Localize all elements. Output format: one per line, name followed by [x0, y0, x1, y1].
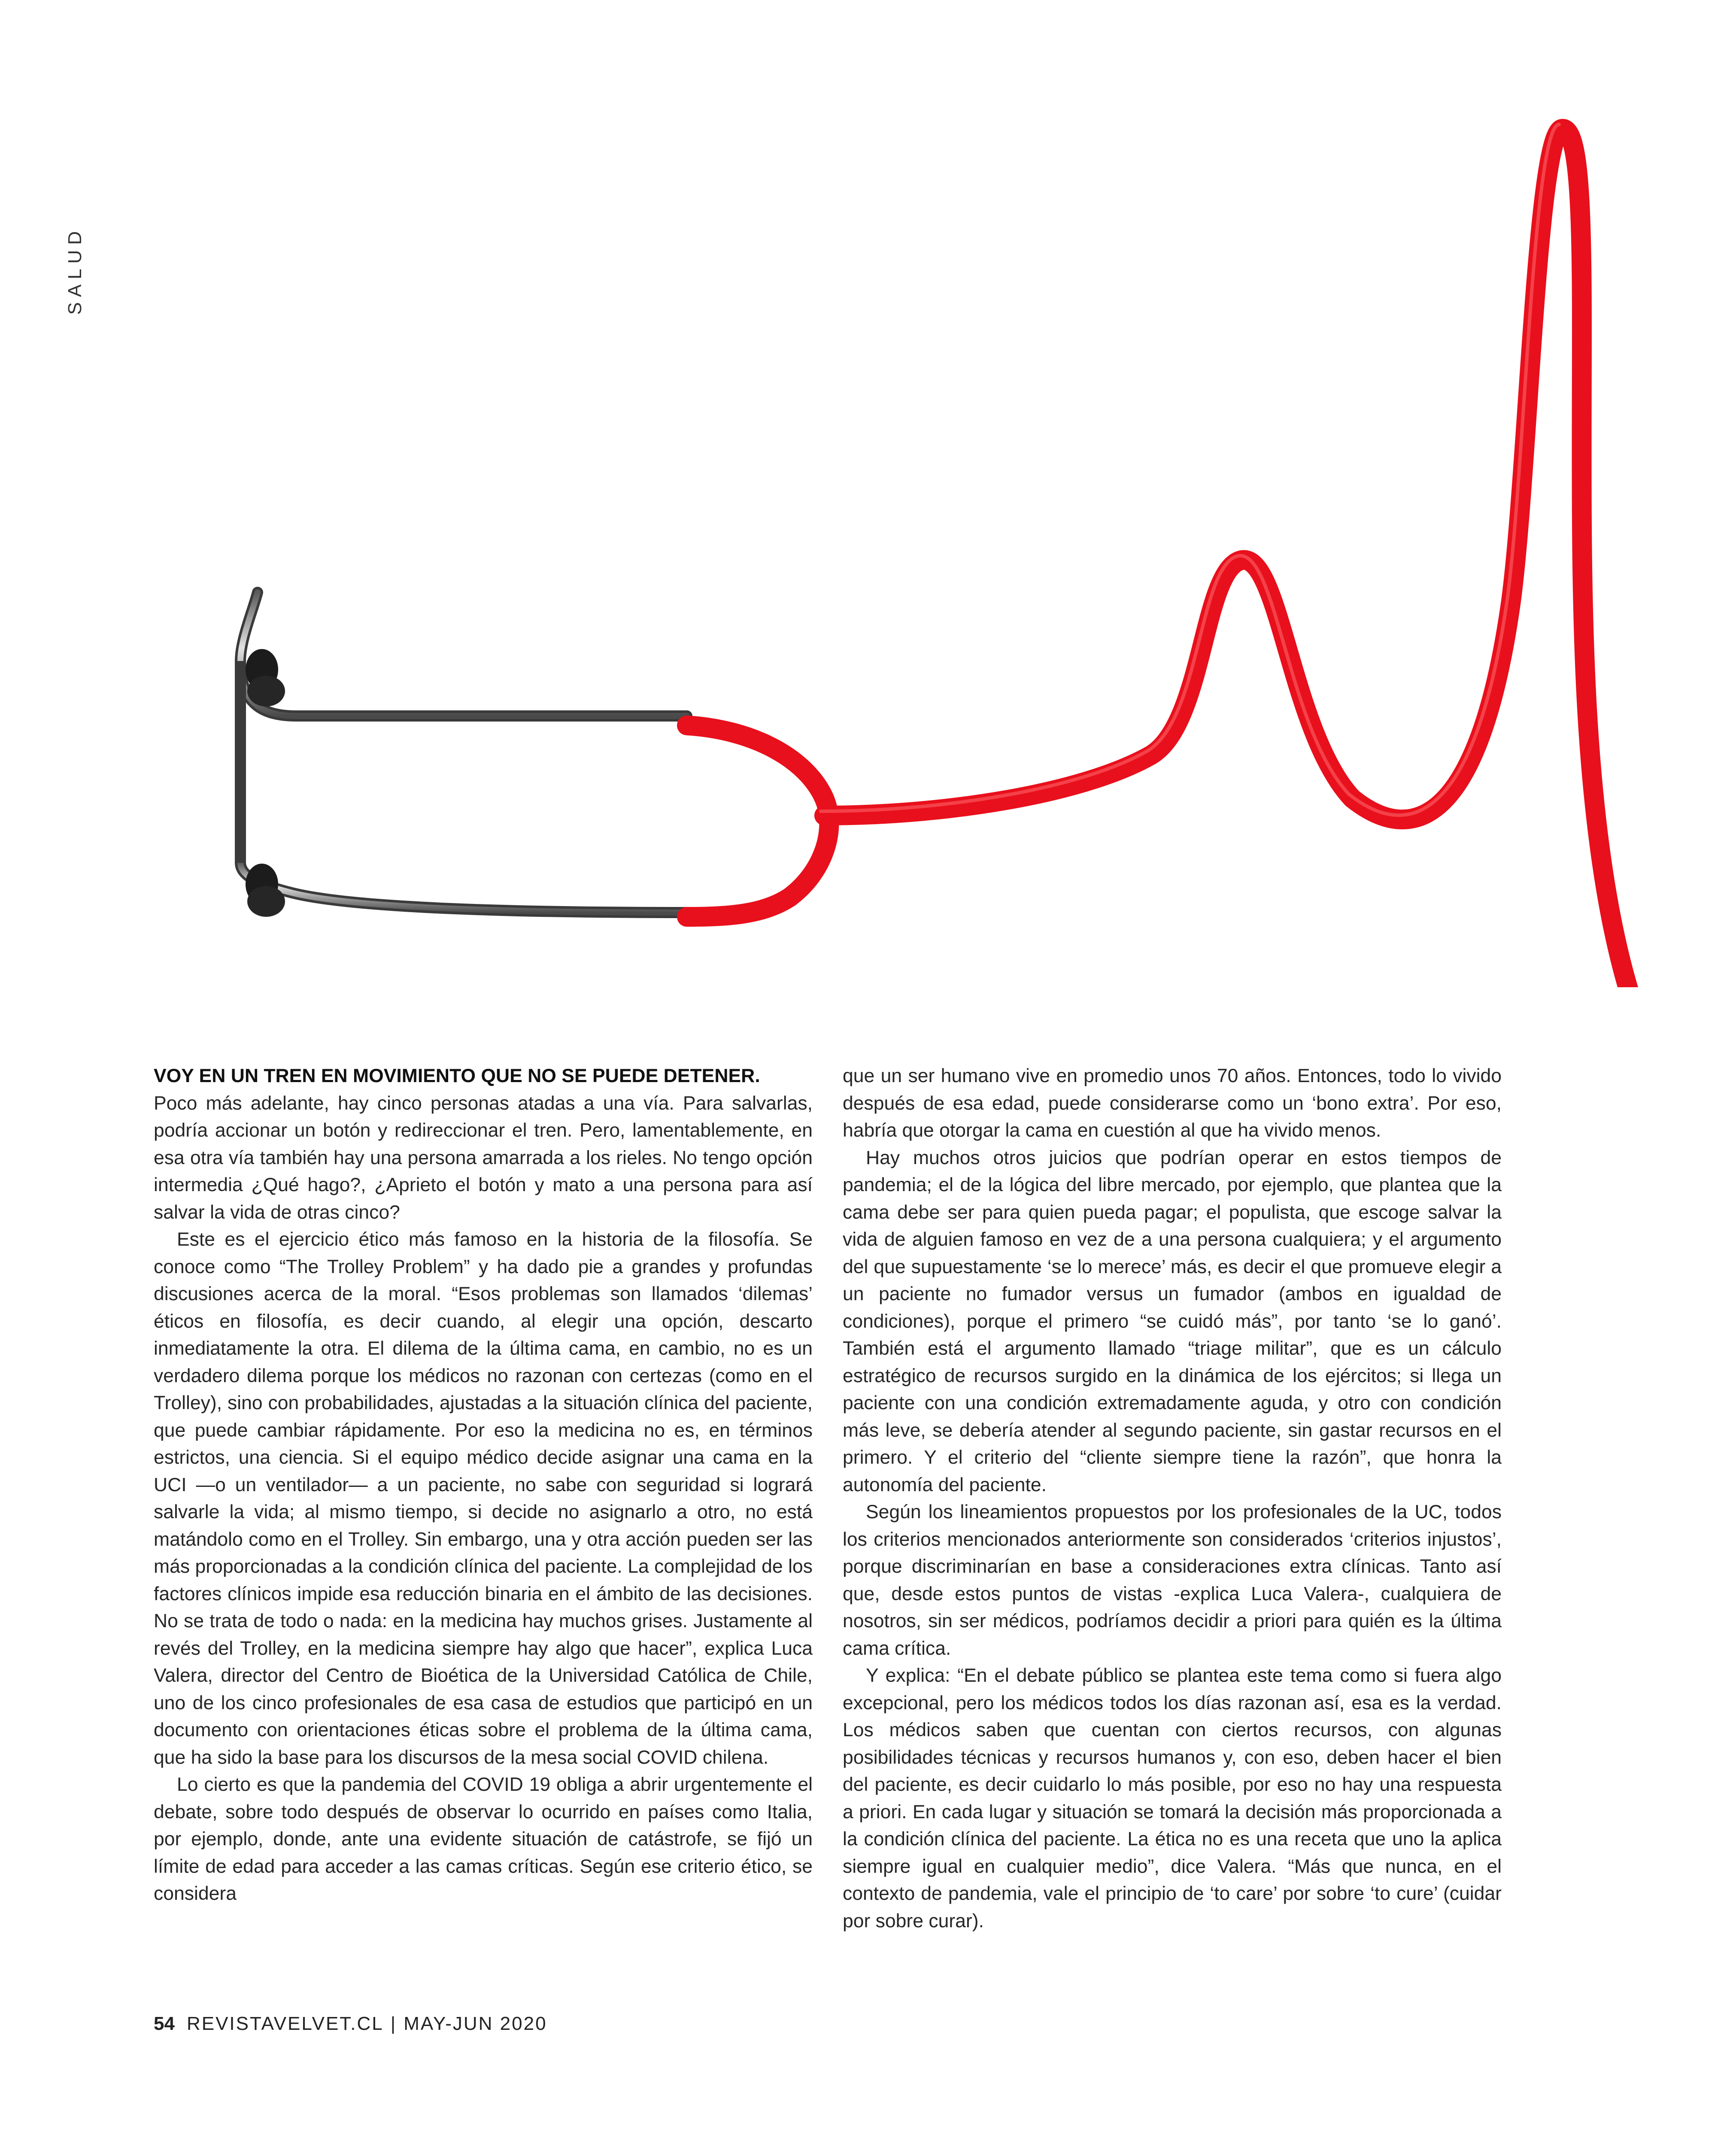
article-column-left — [154, 1062, 813, 1908]
article-paragraph: Este es el ejercicio ético más famoso en la historia de la filosofía. Se conoce como “The Trolley Problem” y ha dado pie a grandes y profundas discusiones acerca de la moral. “Esos problemas son llamados ‘dilemas’ éticos en filosofía, es decir cuando, al elegir una opción, descarto inmediatamente la otra. El dilema de la última cama, en cambio, no es un verdadero dilema porque los médicos no razonan con certezas (como en el Trolley), sino con probabilidades, ajustadas a la situación clínica del paciente, que puede cambiar rápidamente. Por eso la medicina no es, en términos estrictos, una ciencia. Si el equipo médico decide asignar una cama en la UCI —o un ventilador— a un paciente, no sabe con seguridad si logrará salvarle la vida; al mismo tiempo, si decide no asignarlo a otro, no está matándolo como en el Trolley. Sin embargo, una y otra acción pueden ser las más proporcionadas a la condición clínica del paciente. La complejidad de los factores clínicos impide esa reducción binaria en el ámbito de las decisiones. No se trata de todo o nada: en la medicina hay muchos grises. Justamente al revés del Trolley, en la medicina siempre hay algo que hacer”, explica Luca Valera, director del Centro de Bioética de la Universidad Católica de Chile, uno de los cinco profesionales de esa casa de estudios que participó en un documento con orientaciones éticas sobre el problema de la última cama, que ha sido la base para los discursos de la mesa social COVID chilena. — [154, 1229, 813, 1768]
article-column-right — [843, 1062, 1502, 1935]
red-tube-heartbeat — [687, 124, 1736, 987]
article-paragraph: Según los lineamientos propuestos por los profesionales de la UC, todos los criterios mencionados anteriormente son considerados ‘criterios injustos’, porque discriminarían en base a consideraciones extra clínicas. Tanto así que, desde estos puntos de vistas -explica Luca Valera-, cualquiera de nosotros, sin ser médicos, podríamos decidir a priori para quién es la última cama crítica. — [843, 1501, 1502, 1659]
article-paragraph: Poco más adelante, hay cinco personas atadas a una vía. Para salvarlas, podría accionar un botón y redireccionar el tren. Pero, lamentablemente, en esa otra vía también hay una persona amarrada a los rieles. No tengo opción intermedia ¿Qué hago?, ¿Aprieto el botón y mato a una persona para así salvar la vida de otras cinco? — [154, 1092, 813, 1223]
article-paragraph: Lo cierto es que la pandemia del COVID 19 obliga a abrir urgentemente el debate, sobre todo después de observar lo ocurrido en países como Italia, por ejemplo, donde, ante una evidente situación de catástrofe, se fijó un límite de edad para acceder a las camas críticas. Según ese criterio ético, se considera — [154, 1774, 813, 1904]
earpiece-icon — [246, 649, 285, 917]
footer-site: REVISTAVELVET.CL — [186, 2013, 384, 2034]
binaural-metal-tubes — [240, 592, 687, 969]
section-label-text: SALUD — [64, 226, 85, 315]
article-paragraph: que un ser humano vive en promedio unos 70 años. Entonces, todo lo vivido después de esa edad, puede considerarse como un ‘bono extra’. Por eso, habría que otorgar la cama en cuestión al que ha vivido menos. — [843, 1065, 1502, 1141]
stethoscope-illustration — [0, 0, 1736, 987]
page-footer — [154, 2013, 547, 2035]
footer-issue: MAY-JUN 2020 — [404, 2013, 547, 2034]
article-paragraph: Y explica: “En el debate público se plantea este tema como si fuera algo excepcional, pero los médicos todos los días razonan así, esa es la verdad. Los médicos saben que cuentan con ciertos recursos, con algunas posibilidades técnicas y recursos humanos y, con eso, deben hacer el bien del paciente, es decir cuidarlo lo más posible, por eso no hay una respuesta a priori. En cada lugar y situación se tomará la decisión más proporcionada a la condición clínica del paciente. La ética no es una receta que uno la aplica siempre igual en cualquier medio”, dice Valera. “Más que nunca, en el contexto de pandemia, vale el principio de ‘to care’ por sobre ‘to cure’ (cuidar por sobre curar). — [843, 1665, 1502, 1932]
page-number: 54 — [154, 2013, 175, 2034]
footer-separator: | — [390, 2013, 397, 2034]
article-paragraph: Hay muchos otros juicios que podrían operar en estos tiempos de pandemia; el de la lógica del libre mercado, por ejemplo, que plantea que la cama debe ser para quien pueda pagar; el populista, que escoge salvar la vida de alguien famoso en vez de a una persona cualquiera; y el argumento del que supuestamente ‘se lo merece’ más, es decir el que promueve elegir a un paciente no fumador versus un fumador (ambos en igualdad de condiciones), porque el primero “se cuidó más”, por tanto ‘se lo ganó’. También está el argumento llamado “triage militar”, que es un cálculo estratégico de recursos surgido en la dinámica de los ejércitos; si llega un paciente con una condición extremadamente aguda, y otro con condición más leve, se debería atender al segundo paciente, sin gastar recursos en el primero. Y el criterio del “cliente siempre tiene la razón”, que honra la autonomía del paciente. — [843, 1147, 1502, 1495]
article-lead: VOY EN UN TREN EN MOVIMIENTO QUE NO SE PUEDE DETENER. — [154, 1065, 760, 1086]
